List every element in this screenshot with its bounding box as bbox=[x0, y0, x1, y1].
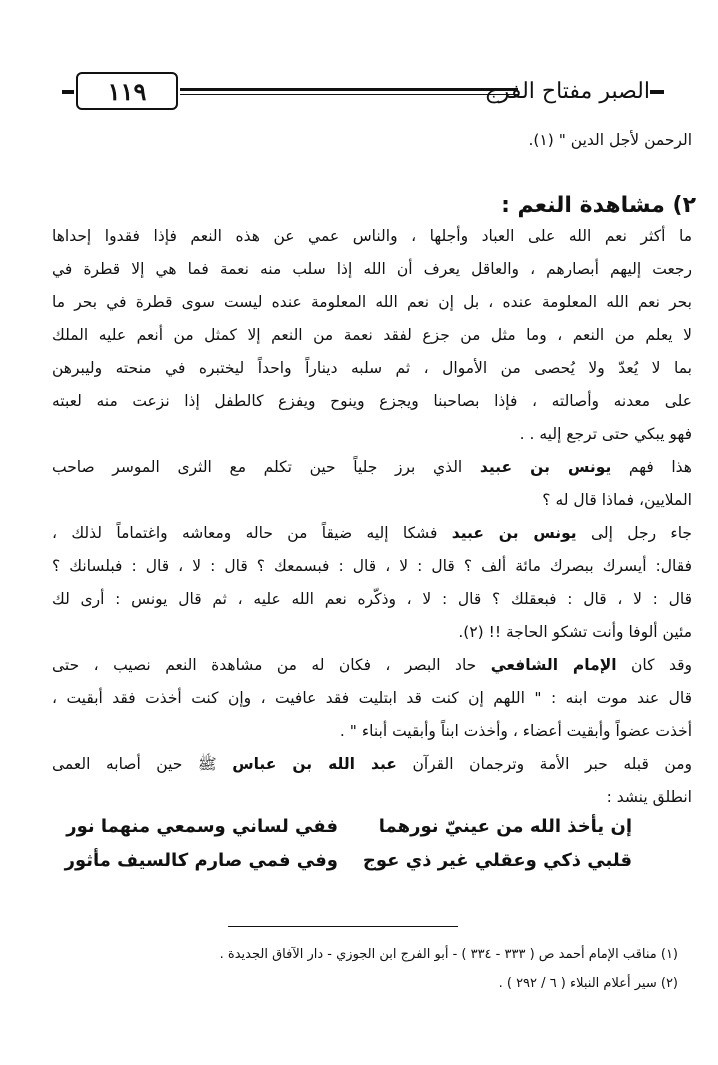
text-span: ﷺ حين أصابه العمى bbox=[52, 755, 233, 773]
text-span: هذا فهم bbox=[611, 458, 692, 476]
person-name: يونس بن عبيد bbox=[479, 458, 612, 476]
text-line: فقال: أيسرك ببصرك مائة ألف ؟ قال : لا ، قال : فبسمعك ؟ قال : لا ، قال : فبلسانك ؟ bbox=[52, 557, 692, 575]
header-rule bbox=[180, 88, 518, 91]
text-span: حاد البصر ، فكان له من مشاهدة النعم نصيب ، حتى bbox=[52, 656, 491, 674]
text-span: ومن قبله حبر الأمة وترجمان القرآن bbox=[396, 755, 692, 773]
footnote-1: (١) مناقب الإمام أحمد ص ( ٣٣٣ - ٣٣٤ ) - أبو الفرج ابن الجوزي - دار الآفاق الجديدة . bbox=[219, 947, 678, 962]
section-heading: ٢) مشاهدة النعم : bbox=[501, 193, 696, 218]
text-line bbox=[52, 752, 692, 776]
person-name: الإمام الشافعي bbox=[490, 656, 617, 674]
header-rule-thin bbox=[180, 94, 518, 95]
text-line: بما لا يُعدّ ولا يُحصى من الأموال ، ثم سلبه ديناراً واحداً ليختبره في منحته وليبرهن bbox=[52, 359, 692, 377]
running-title: الصبر مفتاح الفرج bbox=[484, 79, 650, 104]
footnote-2: (٢) سير أعلام النبلاء ( ٦ / ٢٩٢ ) . bbox=[498, 976, 678, 991]
text-line bbox=[52, 521, 692, 545]
header-ornament-right bbox=[650, 90, 664, 94]
text-line: على معدنه وأصالته ، فإذا بصاحبنا ويجزع وينوح ويفزع كالطفل إذا نزعت منه لعبته bbox=[52, 392, 692, 410]
text-span: جاء رجل إلى bbox=[576, 524, 692, 542]
text-line: قال عند موت ابنه : " اللهم إن كنت قد ابتليت فقد عافيت ، وإن كنت أخذت فقد أبقيت ، bbox=[52, 689, 692, 707]
text-line: مئين ألوفا وأنت تشكو الحاجة !! (٢). bbox=[458, 623, 692, 641]
text-line bbox=[52, 653, 692, 677]
header-ornament-left bbox=[62, 90, 74, 94]
text-line bbox=[52, 455, 692, 479]
text-line: الملايين، فماذا قال له ؟ bbox=[542, 491, 692, 509]
poem-verse-2-first-half: قلبي ذكي وعقلي غير ذي عوج bbox=[362, 850, 632, 871]
text-line: الرحمن لأجل الدين " (١). bbox=[528, 131, 692, 149]
poem-verse-1-second-half: ففي لساني وسمعي منهما نور bbox=[66, 816, 338, 837]
person-name: عبد الله بن عباس bbox=[232, 755, 397, 773]
page-number: ١١٩ bbox=[76, 72, 178, 110]
footnote-divider bbox=[228, 926, 458, 927]
page-header bbox=[62, 72, 660, 112]
text-span: فشكا إليه ضيقاً من حاله ومعاشه واغتماماً لذلك ، bbox=[52, 524, 452, 542]
text-line: فهو يبكي حتى ترجع إليه . . bbox=[519, 425, 692, 443]
text-line: رجعت إليهم أبصارهم ، والعاقل يعرف أن الله إذا سلب منه نعمة فما هي إلا قطرة في bbox=[52, 260, 692, 278]
text-line: أخذت عضواً وأبقيت أعضاء ، وأخذت ابناً وأبقيت أبناء " . bbox=[339, 722, 692, 740]
person-name: يونس بن عبيد bbox=[451, 524, 577, 542]
text-line: بحر نعم الله المعلومة عنده ، بل إن نعم الله المعلومة عنده ليست سوى قطرة في بحر ما bbox=[52, 293, 692, 311]
text-line: ما أكثر نعم الله على العباد وأجلها ، والناس عمي عن هذه النعم فإذا فقدوا إحداها bbox=[52, 227, 692, 245]
text-line: لا يعلم من النعم ، وما مثل من جزع لفقد نعمة من النعم إلا كمثل من أنعم عليه الملك bbox=[52, 326, 692, 344]
text-span: الذي برز جلياً حين تكلم مع الثرى الموسر صاحب bbox=[52, 458, 480, 476]
poem-verse-1-first-half: إن يأخذ الله من عينيّ نورهما bbox=[378, 816, 632, 837]
text-span: وقد كان bbox=[616, 656, 692, 674]
text-line: انطلق ينشد : bbox=[606, 788, 692, 806]
poem-verse-2-second-half: وفي فمي صارم كالسيف مأثور bbox=[64, 850, 338, 871]
text-line: قال : لا ، قال : فبعقلك ؟ قال : لا ، وذكّره نعم الله عليه ، ثم قال يونس : أرى لك bbox=[52, 590, 692, 608]
